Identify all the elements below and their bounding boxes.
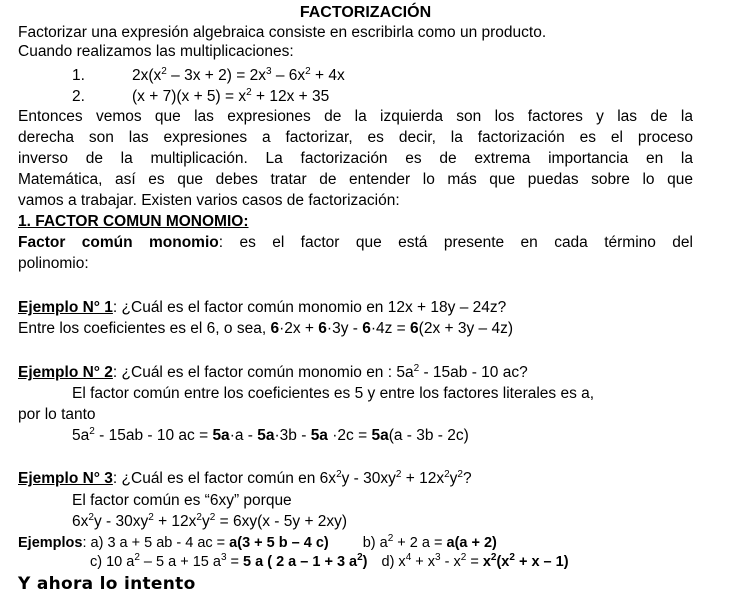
example-3-label: Ejemplo N° 3 — [18, 470, 113, 487]
example-3-question: Ejemplo N° 3: ¿Cuál es el factor común en $6x^2y - 30xy^2 + 12x^2y^2$? — [18, 469, 472, 487]
example-2-result: $5a^2 - 15ab - 10$ ac = 5a·a - 5a·3b - 5a ·2c = 5a(a - 3b - 2c) — [72, 426, 469, 444]
exercises-label: Ejemplos — [18, 535, 83, 551]
definition-term: Factor común monomio — [18, 234, 219, 251]
example-3-result: $6x^2y - 30xy^2 + 12x^2y^2 = 6xy(x - 5y + 2xy)$ — [72, 512, 348, 530]
page-title: FACTORIZACIÓN — [299, 4, 432, 21]
example-3-answer: El factor común es “6xy” porque — [72, 492, 292, 509]
example-1-question — [18, 299, 506, 317]
example-1-answer: Entre los coeficientes es el 6, o sea, 6·2x + 6·3y - 6·4z = 6(2x + 3y – 4z) — [18, 320, 514, 337]
example-1-question-text: : ¿Cuál es el factor común monomio en 12x + 18y – 24z? — [112, 299, 507, 316]
intro-line-1: Factorizar una expresión algebraica consiste en escribirla como un producto. — [18, 24, 547, 41]
example-2-label: Ejemplo N° 2 — [18, 364, 113, 381]
section-heading: 1. FACTOR COMUN MONOMIO: — [18, 213, 249, 230]
example-1-label: Ejemplo N° 1 — [18, 299, 113, 316]
explanation-line-4: Matemática, así es que debes tratar de entender lo más que puedas sobre lo que — [18, 171, 693, 188]
mult-1-number: 1. — [72, 67, 85, 84]
example-2-answer-line-2: por lo tanto — [18, 406, 96, 423]
explanation-line-3: inverso de la multiplicación. La factorización es de extrema importancia en la — [18, 150, 693, 167]
explanation-line-1: Entonces vemos que las expresiones de la izquierda son los factores y las de la — [18, 108, 693, 125]
example-2-question: Ejemplo N° 2: ¿Cuál es el factor común monomio en : $5a^2 - 15ab - 10$ ac? — [18, 363, 528, 381]
footer-heading: Y ahora lo intento — [18, 574, 196, 594]
exercises-line-1: Ejemplos: a) 3 a + 5 ab - 4 ac = a(3 + 5 b – 4 c) b) $a^2 + 2$ a = a(a + 2) — [18, 533, 497, 551]
intro-line-2: Cuando realizamos las multiplicaciones: — [18, 43, 294, 60]
definition-line-1 — [18, 234, 693, 252]
mult-1-expression: $2x(x^2 - 3x + 2) = 2x^3 - 6x^2 + 4x$ — [132, 66, 345, 84]
explanation-line-2: derecha son las expresiones a factorizar, es decir, la factorización es el proceso — [18, 129, 693, 146]
explanation-line-5: vamos a trabajar. Existen varios casos de factorización: — [18, 192, 400, 209]
definition-line-2: polinomio: — [18, 255, 89, 272]
mult-2-number: 2. — [72, 88, 85, 105]
exercises-line-2: c) 10 $a^2 - 5$ a + 15 $a^3 = 5$ a ( 2 a – 1 + 3 $a^2$) d) $x^4 + x^3 - x^2 = x^2(x^2 + x - 1)$ — [90, 552, 569, 570]
mult-2-expression: $(x + 7)(x + 5) = x^2 + 12x + 35$ — [132, 87, 330, 105]
definition-text: : es el factor que está presente en cada término del — [218, 234, 693, 251]
example-2-answer-line-1: El factor común entre los coeficientes es 5 y entre los factores literales es a, — [72, 385, 595, 402]
